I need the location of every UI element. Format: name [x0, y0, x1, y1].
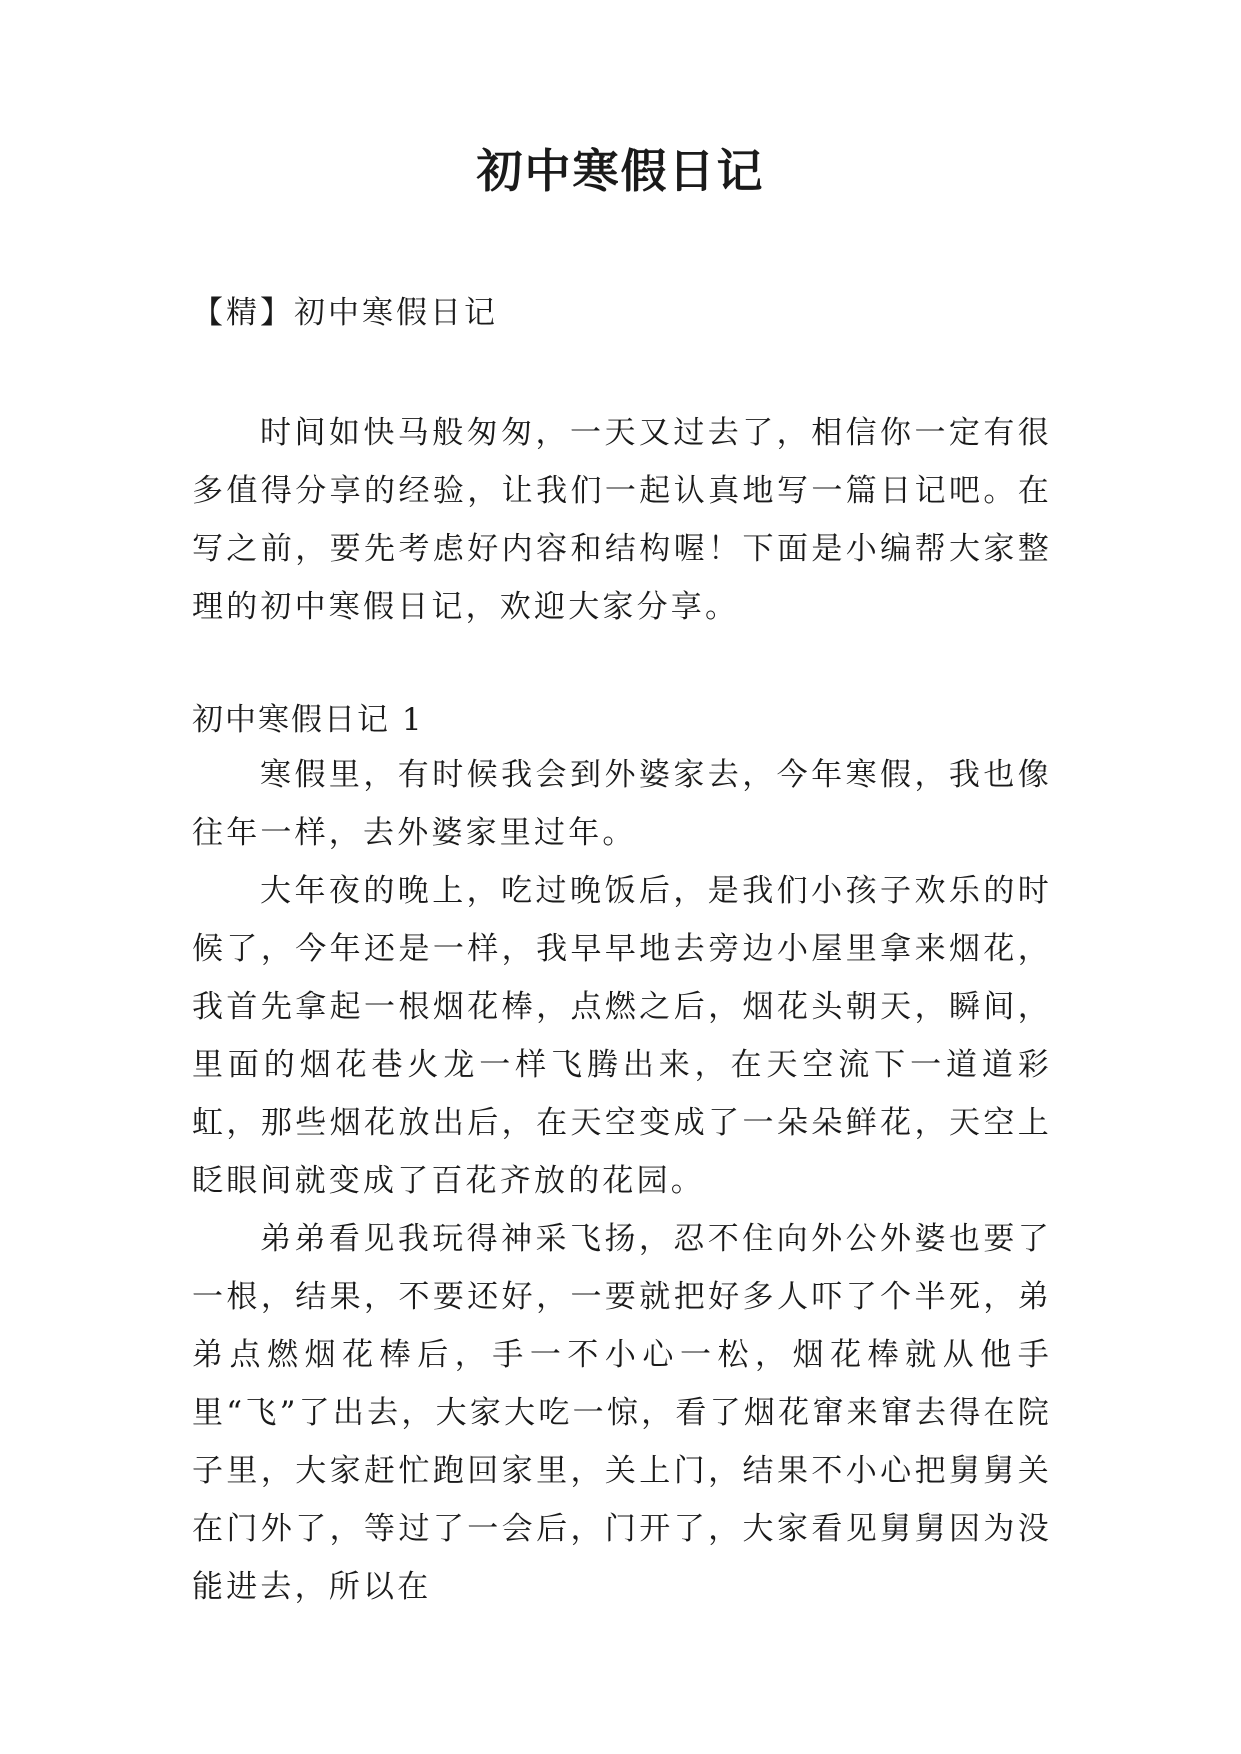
body-paragraph-3: 弟弟看见我玩得神采飞扬，忍不住向外公外婆也要了一根，结果，不要还好，一要就把好多人吓了个半死，弟弟点燃烟花棒后，手一不小心一松，烟花棒就从他手里“飞”了出去，大家大吃一惊，看了烟花窜来窜去得在院子里，大家赶忙跑回家里，关上门，结果不小心把舅舅关在门外了，等过了一会后，门开了，大家看见舅舅因为没能进去，所以在 — [192, 1221, 1052, 1605]
document-title: 初中寒假日记 — [476, 144, 765, 198]
intro-section — [192, 404, 1052, 636]
body-paragraph-1: 寒假里，有时候我会到外婆家去，今年寒假，我也像往年一样，去外婆家里过年。 — [192, 757, 1052, 851]
document-subtitle: 【精】初中寒假日记 — [192, 295, 498, 331]
body-paragraph-2: 大年夜的晚上，吃过晚饭后，是我们小孩子欢乐的时候了，今年还是一样，我早早地去旁边小屋里拿来烟花，我首先拿起一根烟花棒，点燃之后，烟花头朝天，瞬间，里面的烟花巷火龙一样飞腾出来，在天空流下一道道彩虹，那些烟花放出后，在天空变成了一朵朵鲜花，天空上眨眼间就变成了百花齐放的花园。 — [192, 873, 1052, 1199]
intro-paragraph: 时间如快马般匆匆，一天又过去了，相信你一定有很多值得分享的经验，让我们一起认真地写一篇日记吧。在写之前，要先考虑好内容和结构喔！下面是小编帮大家整理的初中寒假日记，欢迎大家分享。 — [192, 415, 1052, 625]
section-heading: 初中寒假日记 1 — [192, 702, 424, 738]
diary-body — [192, 746, 1052, 1616]
